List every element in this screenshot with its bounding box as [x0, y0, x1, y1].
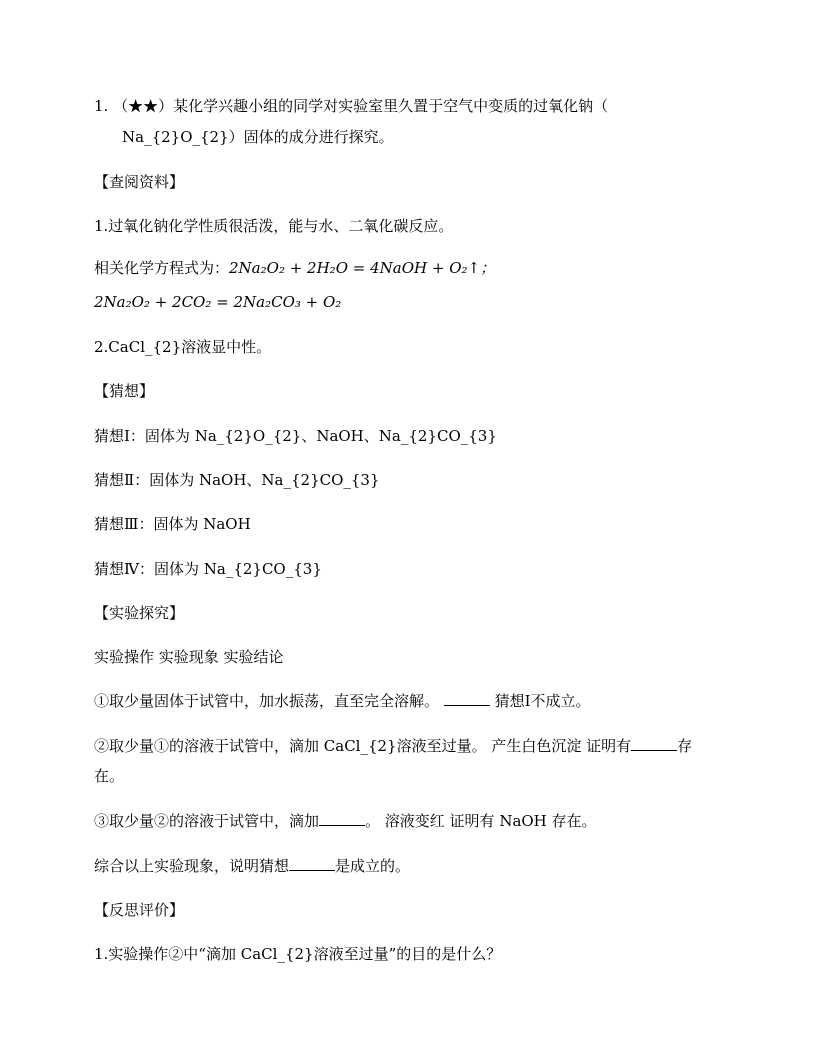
question-line-1: 1. （★★）某化学兴趣小组的同学对实验室里久置于空气中变质的过氧化钠（	[94, 97, 609, 115]
experiment-step-1	[94, 691, 591, 711]
answer-blank-1[interactable]	[444, 691, 490, 706]
heading-experiment: 【实验探究】	[94, 604, 185, 622]
summary-lead: 综合以上实验现象，说明猜想	[94, 857, 290, 875]
step-3-operation: ③取少量②的溶液于试管中，滴加	[94, 812, 320, 830]
answer-blank-4[interactable]	[289, 856, 335, 871]
heading-research: 【查阅资料】	[94, 173, 185, 191]
answer-blank-2[interactable]	[631, 736, 677, 751]
step-3-result: 。 溶液变红 证明有 NaOH 存在。	[365, 812, 597, 830]
research-item-1: 1.过氧化钠化学性质很活泼，能与水、二氧化碳反应。	[94, 217, 454, 235]
equation-line-1	[94, 258, 495, 278]
equation-2: 2Na₂O₂ + 2CO₂ = 2Na₂CO₃ + O₂	[94, 293, 342, 311]
guess-2: 猜想Ⅱ：固体为 NaOH、Na_{2}CO_{3}	[94, 471, 380, 489]
equation-label: 相关化学方程式为：	[94, 259, 230, 277]
heading-guess: 【猜想】	[94, 382, 155, 400]
reflect-item-1: 1.实验操作②中“滴加 CaCl_{2}溶液至过量”的目的是什么？	[94, 945, 502, 963]
experiment-summary	[94, 856, 410, 876]
experiment-columns: 实验操作 实验现象 实验结论	[94, 648, 284, 666]
guess-3: 猜想Ⅲ：固体为 NaOH	[94, 515, 251, 533]
step-1-operation: ①取少量固体于试管中，加水振荡，直至完全溶解。	[94, 692, 440, 710]
step-2-tail: 存	[677, 737, 693, 755]
research-item-2: 2.CaCl_{2}溶液显中性。	[94, 338, 272, 356]
step-1-conclusion: 猜想Ⅰ不成立。	[494, 692, 591, 710]
experiment-step-2	[94, 736, 692, 756]
equation-1: 2Na₂O₂ + 2H₂O = 4NaOH + O₂↑；	[229, 259, 496, 277]
guess-1: 猜想Ⅰ：固体为 Na_{2}O_{2}、NaOH、Na_{2}CO_{3}	[94, 427, 497, 445]
experiment-step-2-cont: 在。	[94, 767, 125, 785]
heading-reflect: 【反思评价】	[94, 901, 185, 919]
step-2-operation: ②取少量①的溶液于试管中，滴加 CaCl_{2}溶液至过量。 产生白色沉淀 证明有	[94, 737, 632, 755]
question-line-2: Na_{2}O_{2}）固体的成分进行探究。	[122, 128, 394, 146]
experiment-step-3	[94, 811, 597, 831]
equation-line-2	[94, 292, 341, 312]
summary-tail: 是成立的。	[335, 857, 411, 875]
answer-blank-3[interactable]	[319, 811, 365, 826]
guess-4: 猜想Ⅳ：固体为 Na_{2}CO_{3}	[94, 560, 322, 578]
